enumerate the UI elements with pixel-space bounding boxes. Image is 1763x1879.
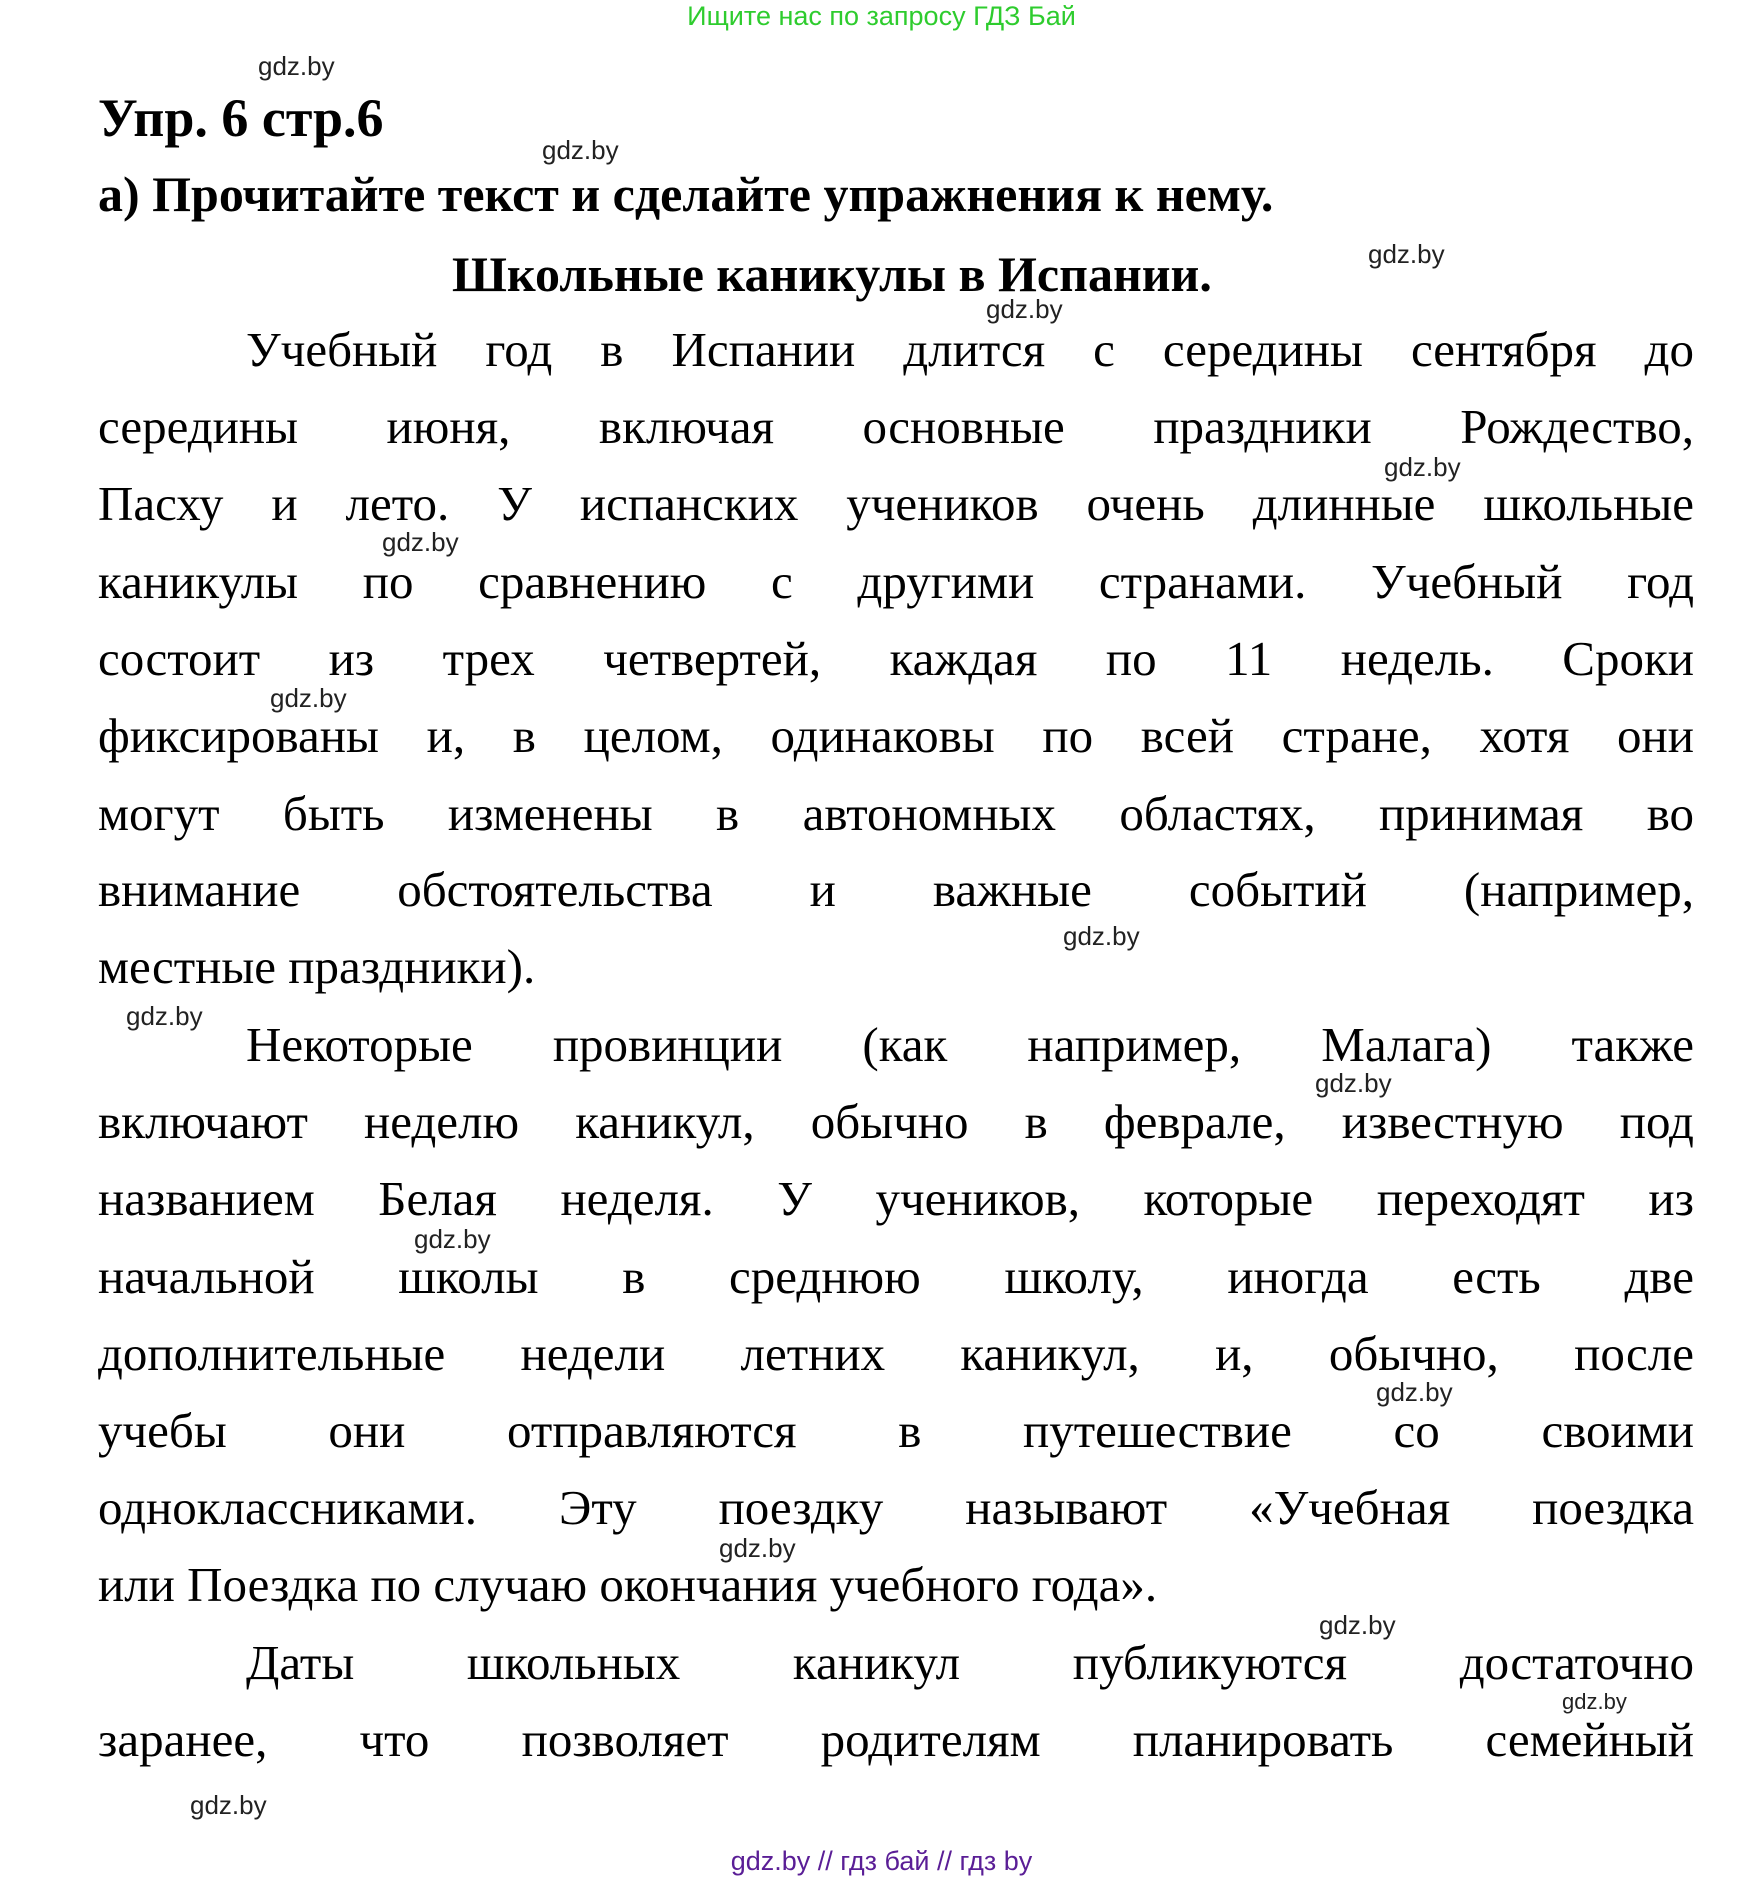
text-line: середины июня, включая основные праздники Рождество,	[98, 399, 1694, 454]
text-line: каникулы по сравнению с другими странами. Учебный год	[98, 554, 1694, 609]
search-banner: Ищите нас по запросу ГДЗ Бай	[687, 1, 1076, 31]
text-line: местные праздники).	[98, 939, 536, 994]
text-line: начальной школы в среднюю школу, иногда есть две	[98, 1249, 1694, 1304]
watermark: gdz.by	[1384, 452, 1461, 482]
text-line: внимание обстоятельства и важные событий (например,	[98, 862, 1694, 917]
text-line: названием Белая неделя. У учеников, которые переходят из	[98, 1171, 1694, 1226]
text-line: состоит из трех четвертей, каждая по 11 недель. Сроки	[98, 631, 1694, 686]
text-line: учебы они отправляются в путешествие со своими	[98, 1403, 1694, 1458]
exercise-title: Упр. 6 стр.6	[98, 88, 384, 148]
watermark: gdz.by	[1376, 1377, 1453, 1407]
watermark: gdz.by	[1315, 1068, 1392, 1098]
text-line: включают неделю каникул, обычно в феврале, известную под	[98, 1094, 1694, 1149]
text-line: Учебный год в Испании длится с середины сентября до	[246, 322, 1694, 377]
text-line: могут быть изменены в автономных областях, принимая во	[98, 786, 1694, 841]
watermark: gdz.by	[719, 1533, 796, 1563]
watermark: gdz.by	[382, 527, 459, 557]
text-line: Некоторые провинции (как например, Малага) также	[246, 1017, 1694, 1072]
watermark: gdz.by	[1063, 921, 1140, 951]
text-line: Даты школьных каникул публикуются достаточно	[246, 1635, 1694, 1690]
watermark: gdz.by	[986, 294, 1063, 324]
text-line: Пасху и лето. У испанских учеников очень длинные школьные	[98, 476, 1694, 531]
watermark: gdz.by	[1368, 239, 1445, 269]
watermark: gdz.by	[258, 51, 335, 81]
watermark: gdz.by	[1562, 1689, 1627, 1714]
watermark: gdz.by	[270, 683, 347, 713]
watermark: gdz.by	[1319, 1610, 1396, 1640]
watermark: gdz.by	[414, 1224, 491, 1254]
text-line: фиксированы и, в целом, одинаковы по всей стране, хотя они	[98, 708, 1694, 763]
text-line: дополнительные недели летних каникул, и, обычно, после	[98, 1326, 1694, 1381]
text-line: или Поездка по случаю окончания учебного года».	[98, 1557, 1158, 1612]
footer-links[interactable]: gdz.by // гдз бай // гдз by	[730, 1846, 1033, 1876]
text-line: заранее, что позволяет родителям планировать семейный	[98, 1712, 1694, 1767]
text-title: Школьные каникулы в Испании.	[452, 246, 1212, 302]
task-heading: а) Прочитайте текст и сделайте упражнения к нему.	[98, 166, 1274, 222]
watermark: gdz.by	[190, 1790, 267, 1820]
watermark: gdz.by	[126, 1001, 203, 1031]
watermark: gdz.by	[542, 135, 619, 165]
text-line: одноклассниками. Эту поездку называют «Учебная поездка	[98, 1480, 1694, 1535]
